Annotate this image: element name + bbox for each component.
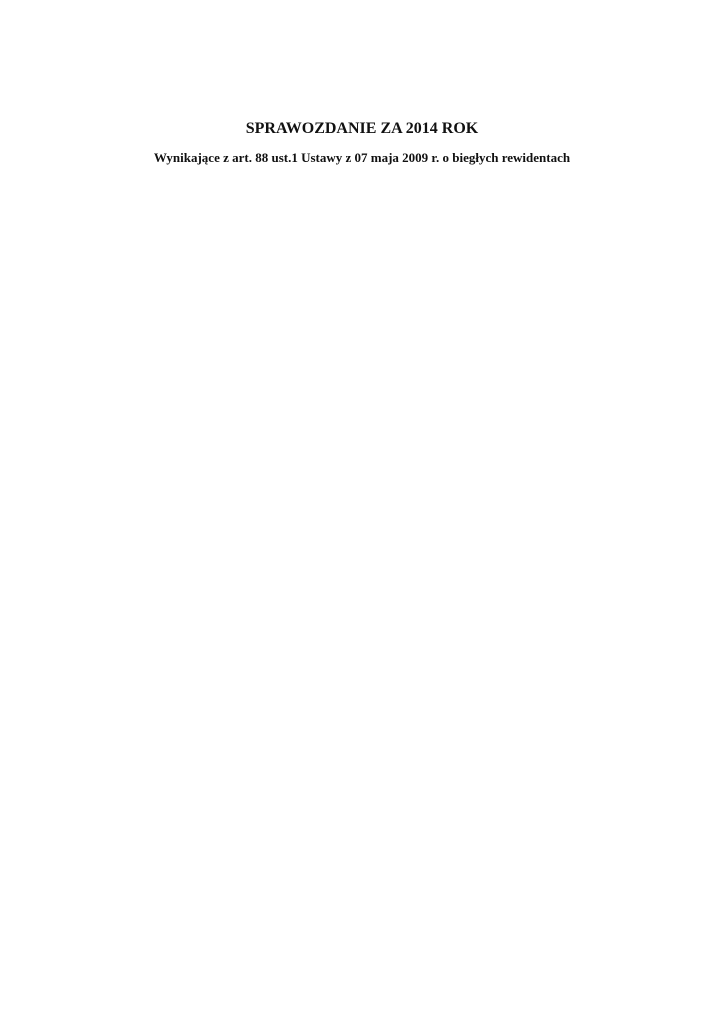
report-title: SPRAWOZDANIE ZA 2014 ROK	[245, 120, 479, 137]
subtitle-line-1: Wynikające z art. 88 ust.1 Ustawy z 07 maja 2009 r. o biegłych rewidentach	[153, 150, 571, 165]
